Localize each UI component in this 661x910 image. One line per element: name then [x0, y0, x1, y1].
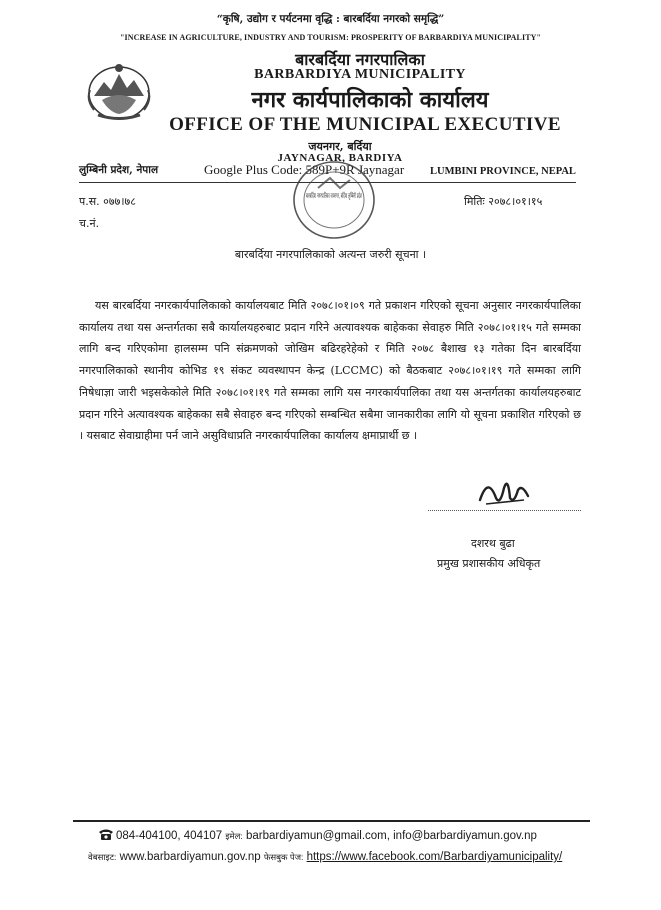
footer-facebook-label: फेसबुक पेज: — [263, 852, 304, 862]
signature-line — [428, 510, 581, 511]
reference-number: प.स. ०७७।७८ — [79, 195, 136, 208]
footer-email[interactable]: barbardiyamun@gmail.com, info@barbardiyamun.gov.np — [245, 830, 537, 842]
stamp-text: बारबर्दिया नगरपालिका जयनगर, बर्दिया लुम्बिनी प्रदेश — [306, 192, 440, 200]
address-nepali: जयनगर, बर्दिया — [308, 140, 372, 153]
province-nepali: लुम्बिनी प्रदेश, नेपाल — [79, 164, 159, 176]
footer-phone: 084-404100, 404107 — [116, 830, 223, 842]
footer-website[interactable]: www.barbardiyamun.gov.np — [119, 851, 261, 863]
signatory-title: प्रमुख प्रशासकीय अधिकृत — [437, 557, 541, 570]
footer-email-label: इमेल: — [225, 831, 243, 841]
google-plus-code: Google Plus Code: 589P+9R Jaynagar — [204, 162, 405, 177]
province-english: LUMBINI PROVINCE, NEPAL — [430, 166, 576, 177]
office-name-english: OFFICE OF THE MUNICIPAL EXECUTIVE — [169, 114, 561, 135]
footer-divider — [73, 820, 590, 822]
municipality-name-nepali: बारबर्दिया नगरपालिका — [295, 50, 425, 69]
slogan-nepali: “कृषि, उद्योग र पर्यटनमा वृद्धि : बारबर्दिया नगरको समृद्धि” — [216, 13, 445, 25]
slogan-english: "INCREASE IN AGRICULTURE, INDUSTRY AND TOURISM: PROSPERITY OF BARBARDIYA MUNICIPALITY" — [119, 33, 542, 42]
footer-web-line — [88, 851, 562, 863]
signature — [474, 470, 534, 512]
dispatch-number: च.नं. — [79, 217, 100, 230]
letter-date: मितिः २०७८।०१।१५ — [464, 195, 543, 208]
footer-website-label: वेबसाइट: — [88, 852, 117, 862]
signatory-name: दशरथ बुढा — [471, 537, 515, 550]
nepal-emblem-icon — [84, 60, 154, 122]
footer-contact-line — [98, 828, 537, 842]
notice-subject: बारबर्दिया नगरपालिकाको अत्यन्त जरुरी सूचना । — [234, 248, 427, 261]
office-name-nepali: नगर कार्यपालिकाको कार्यालय — [251, 87, 489, 113]
footer-facebook-link[interactable]: https://www.facebook.com/Barbardiyamunicipality/ — [306, 851, 563, 863]
address-english: JAYNAGAR, BARDIYA — [277, 152, 403, 164]
notice-body: यस बारबर्दिया नगरकार्यपालिकाको कार्यालयबाट मिति २०७८।०१।०९ गते प्रकाशन गरिएको सूचना अनुसार नगरकार्यपालिका कार्यालय तथा यस अन्तर्गतका सबै कार्यालयहरुबाट प्रदान गरिने अत्यावश्यक बाहेकका सेवाहरु मिति २०७८।०१।१५ गते सम्मका लागि बन्द गरिएकोमा हालसम्म पनि संक्रमणको जोखिम बढिरहरेहेको र मिति २०७८ बैशाख १३ गतेका दिन बारबर्दिया नगरपालिकाको स्थानीय कोभिड १९ संकट व्यवस्थापन केन्द्र (LCCMC) को बैठकबाट २०७८।०१।१९ गते सम्मका लागि निषेधाज्ञा जारी भइसकेकोले मिति २०७८।०१।१९ गते सम्मका लागि यस नगरकार्यपालिका तथा यस अन्तर्गतका कार्यालयहरुबाट प्रदान गरिने अत्यावश्यक बाहेकका सबै सेवाहरु बन्द गरिएको सम्बन्धित सबैमा जानकारीका लागि यो सूचना प्रकाशित गरिएको छ । यसबाट सेवाग्राहीमा पर्न जाने असुविधाप्रति नगरकार्यपालिका कार्यालय क्षमाप्रार्थी छ । — [79, 299, 581, 443]
municipality-name-english: BARBARDIYA MUNICIPALITY — [254, 67, 466, 82]
phone-icon — [98, 828, 114, 840]
